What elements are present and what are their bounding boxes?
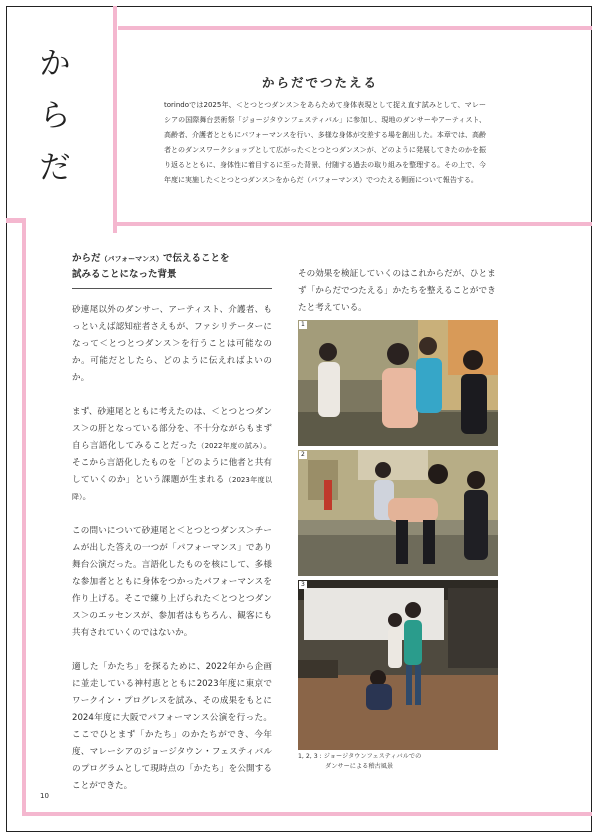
photo-2 [298,450,498,576]
body-column-left [72,302,272,812]
chapter-title: からだでつたえる [261,75,378,90]
vertical-title-char: ら [39,98,71,134]
pink-line-right-mid [117,222,592,226]
intro-paragraph: torindoでは2025年、＜とつとつダンス＞をあらためて身体表現として捉え直す試みとして、マレーシアの国際舞台芸術祭「ジョージタウンフェスティバル」に参加し、現地のダンサーやアーティスト、高齢者、介護者とともにパフォーマンスを行い、多様な身体が交差する場を創出した。本章では、高齢者とのダンスワークショップとして広がった＜とつとつダンス＞が、どのように発展してきたのかを振り返るとともに、身体性に着目するに至った背景、付随する過去の取り組みを整理する。その上で、今年度に実施した＜とつとつダンス＞をからだ（パフォーマンス）でつたえる側面について報告する。 [164,101,486,184]
body-paragraph: この問いについて砂連尾と＜とつとつダンス＞チームが出した答えの一つが「パフォーマンス」であり舞台公演だった。言語化したものを核にして、多様な参加者とともに身体をつかったパフォーマンスを作り上げる。そこで練り上げられた＜とつとつダンス＞のエッセンスが、参加者はもちろん、観客にも共有されていくのではないか。 [72,526,272,638]
photo-3 [298,580,498,750]
body-text: 。そこから言語化したものを「どのように他者と共有していくのか」という課題が生まれる [72,441,272,485]
vertical-title-char: か [39,46,71,82]
photo-1 [298,320,498,446]
section-heading-part: で伝えることを [162,253,230,264]
page-number: 10 [40,792,49,800]
vertical-title-char: だ [39,150,71,186]
body-paragraph: 適した「かたち」を探るために、2022年から企画に並走している神村恵とともに2023年度に東京でワークイン・プログレスを試み、その成果をもとに2024年度に大阪でパフォーマンス公演を行った。ここでひとまず「かたち」のかたちができ、今年度、マレーシアのジョージタウン・フェスティバルのプログラムとして現時点の「かたち」を公開することができた。 [72,662,272,791]
body-small-note: （2023年度以降） [72,476,272,501]
photo-number: 3 [301,581,305,588]
photo-number: 1 [301,321,305,328]
pink-vertical-title-line [113,6,117,233]
section-heading [72,251,272,283]
body-text: 。 [82,492,92,502]
body-paragraph-right: その効果を検証していくのはこれからだが、ひとまず「からだでつたえる」かたちを整えることができたと考えている。 [298,269,496,313]
vertical-title [30,38,80,194]
section-heading-line2: 試みることになった背景 [72,269,177,280]
photo-1-illustration [298,320,498,446]
pink-line-top [118,26,592,30]
photo-caption-line: 1, 2, 3 : ジョージタウンフェスティバルでの [298,753,422,760]
section-heading-line1 [72,251,272,267]
photo-2-illustration [298,450,498,576]
photo-caption-line: ダンサーによる稽古風景 [325,763,394,770]
photo-caption [298,752,448,772]
photo-number: 2 [301,451,305,458]
photo-3-illustration [298,580,498,750]
pink-line-bottom [22,812,592,816]
body-text: まず、砂連尾とともに考えたのは、＜とつとつダンス＞の肝となっている部分を、不十分ながらもまず自ら言語化してみることだった [72,407,272,451]
heading-rule [72,288,272,289]
body-paragraph [72,404,272,506]
body-paragraph: 砂連尾以外のダンサー、アーティスト、介護者、もっといえば認知症者さえもが、ファシリテーターになって＜とつとつダンス＞を行うことは可能なのか。可能だとしたら、どのように伝えればよいのか。 [72,305,272,383]
section-heading-small: （パフォーマンス） [100,255,163,263]
pink-vertical-left [22,218,26,814]
body-small-note: （2022年度の試み） [197,442,264,450]
section-heading-part: からだ [72,253,101,264]
